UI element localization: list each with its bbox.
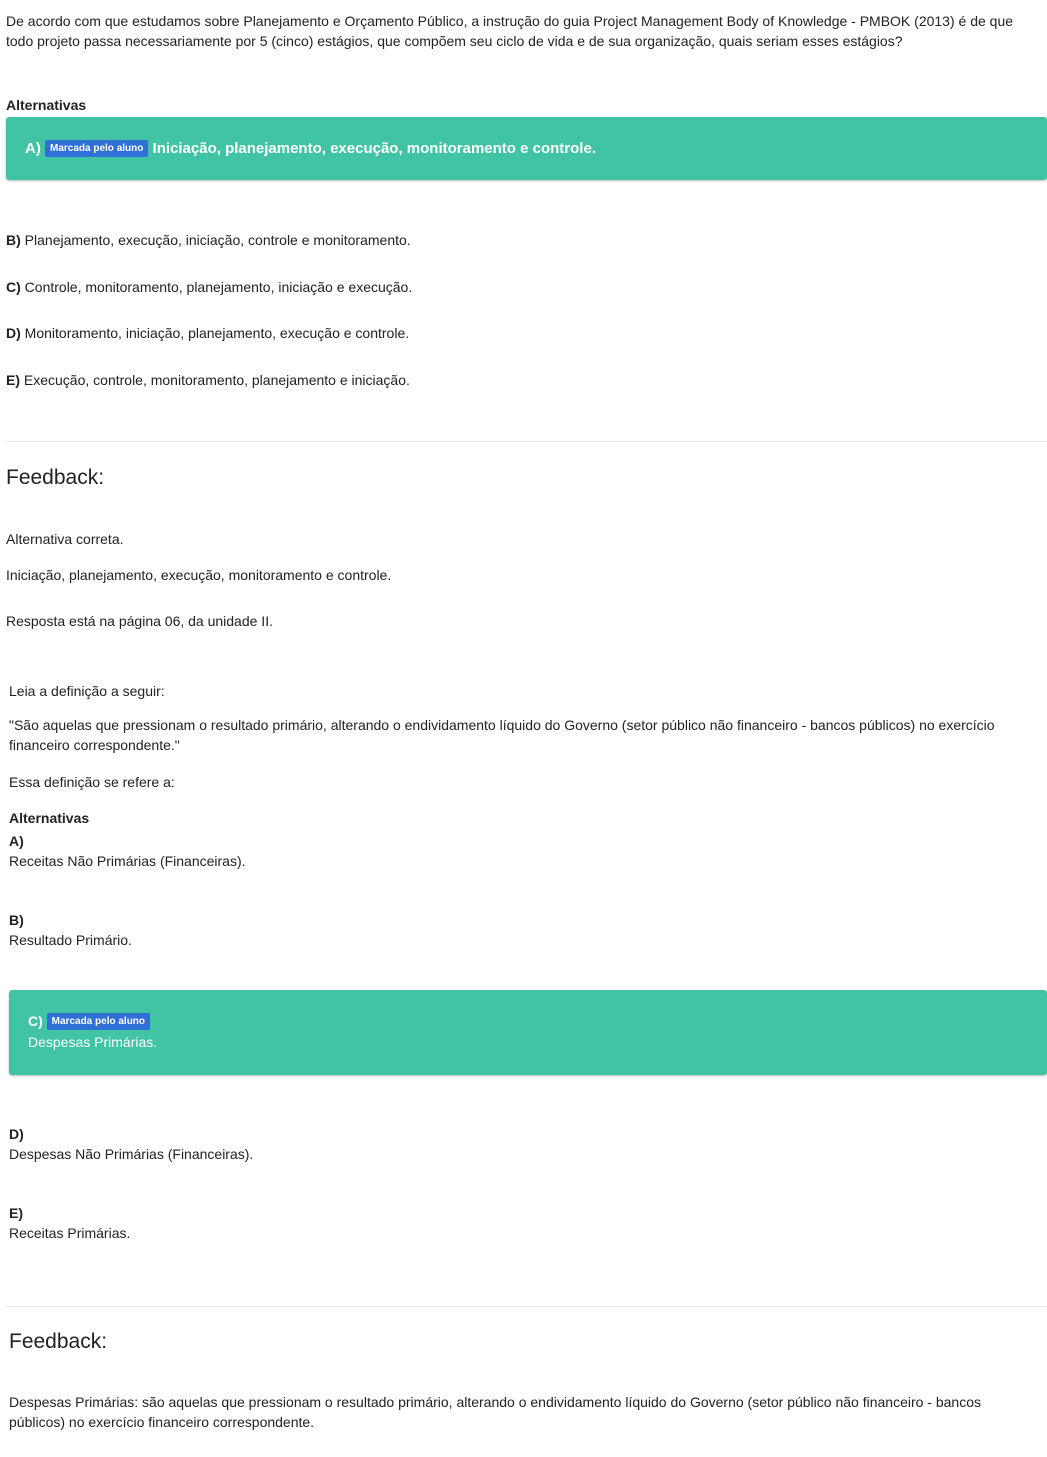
option-letter: A) — [25, 140, 41, 157]
feedback-title: Feedback: — [6, 466, 105, 489]
question-2-option-b[interactable] — [9, 910, 132, 950]
option-text: Despesas Primárias. — [28, 1034, 158, 1050]
question-1-option-e[interactable] — [6, 370, 410, 390]
option-text: Receitas Não Primárias (Financeiras). — [9, 853, 246, 869]
option-text: Resultado Primário. — [9, 932, 132, 948]
question-2-prompt: Essa definição se refere a: — [9, 774, 175, 790]
option-letter: C) — [6, 279, 21, 295]
option-text: Monitoramento, iniciação, planejamento, execução e controle. — [24, 325, 410, 341]
divider — [6, 441, 1047, 442]
option-letter: B) — [6, 232, 21, 248]
question-1-alternatives-heading: Alternativas — [6, 97, 87, 113]
question-1-text: De acordo com que estudamos sobre Planejamento e Orçamento Público, a instrução do guia Project Management Body of Knowledge - PMBOK (2013) é de que todo projeto passa necessariamente por 5 (cinco) estágios, que compõem seu ciclo de vida e de sua organização, quais seriam esses estágios? — [6, 13, 1014, 49]
question-2-alternatives-heading: Alternativas — [9, 810, 90, 826]
option-letter: C) — [28, 1013, 43, 1029]
option-letter: E) — [9, 1205, 23, 1221]
feedback-line: Alternativa correta. — [6, 531, 124, 547]
question-2-option-e[interactable] — [9, 1203, 130, 1243]
option-letter: A) — [9, 833, 24, 849]
feedback-text: Despesas Primárias: são aquelas que pressionam o resultado primário, alterando o endividamento líquido do Governo (setor público não financeiro - bancos públicos) no exercício financeiro correspondente. — [9, 1394, 981, 1430]
question-2-quote: "São aquelas que pressionam o resultado primário, alterando o endividamento líquido do Governo (setor público não financeiro - bancos públicos) no exercício financeiro correspondente." — [9, 717, 995, 753]
question-1-option-a-selected[interactable] — [6, 117, 1047, 180]
option-text: Planejamento, execução, iniciação, controle e monitoramento. — [24, 232, 411, 248]
option-letter: B) — [9, 912, 24, 928]
feedback-line: Resposta está na página 06, da unidade II. — [6, 613, 273, 629]
question-2-option-a[interactable] — [9, 831, 246, 871]
option-letter: D) — [9, 1126, 24, 1142]
option-text: Iniciação, planejamento, execução, monitoramento e controle. — [152, 140, 596, 157]
divider — [6, 1306, 1047, 1307]
feedback-line: Iniciação, planejamento, execução, monitoramento e controle. — [6, 567, 392, 583]
option-letter: E) — [6, 372, 20, 388]
question-1-option-c[interactable] — [6, 277, 412, 297]
question-2-option-c-selected[interactable] — [9, 990, 1047, 1075]
option-text: Execução, controle, monitoramento, planejamento e iniciação. — [23, 372, 410, 388]
question-2-option-d[interactable] — [9, 1124, 253, 1164]
question-2-intro: Leia a definição a seguir: — [9, 683, 165, 699]
option-text: Controle, monitoramento, planejamento, iniciação e execução. — [24, 279, 413, 295]
option-text: Despesas Não Primárias (Financeiras). — [9, 1146, 254, 1162]
question-1-option-b[interactable] — [6, 230, 411, 250]
option-letter: D) — [6, 325, 21, 341]
marked-by-student-badge: Marcada pelo aluno — [45, 140, 148, 157]
option-text: Receitas Primárias. — [9, 1225, 131, 1241]
marked-by-student-badge: Marcada pelo aluno — [47, 1013, 150, 1030]
feedback-title: Feedback: — [9, 1330, 108, 1353]
question-1-option-d[interactable] — [6, 323, 409, 343]
